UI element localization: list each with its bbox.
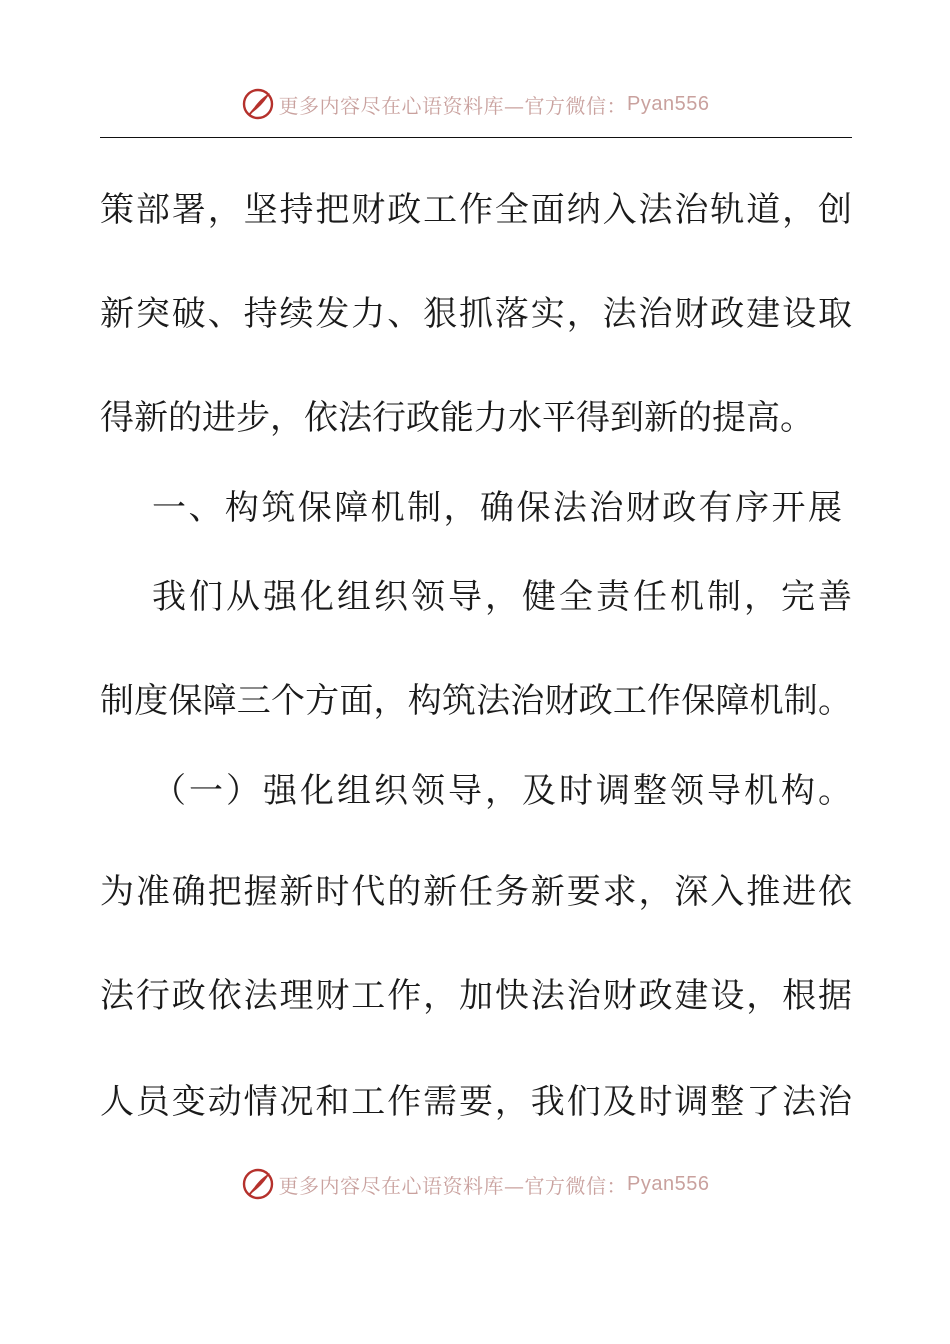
footer-watermark-banner	[0, 1164, 950, 1204]
header-watermark-text: 更多内容尽在心语资料库—官方微信：	[278, 93, 628, 118]
section-heading: 一、构筑保障机制，确保法治财政有序开展	[152, 488, 842, 528]
body-line-10: 人员变动情况和工作需要，我们及时调整了法治	[100, 1082, 852, 1122]
footer-wechat-id: Pyan556	[627, 1172, 710, 1195]
feather-quill-logo-icon	[241, 1167, 275, 1201]
body-line-3: 得新的进步，依法行政能力水平得到新的提高。	[100, 398, 814, 438]
body-line-6: 制度保障三个方面，构筑法治财政工作保障机制。	[100, 681, 852, 721]
subsection-heading: （一）强化组织领导，及时调整领导机构。	[152, 771, 852, 811]
header-divider	[100, 137, 852, 138]
header-wechat-id: Pyan556	[627, 92, 710, 115]
header-watermark-banner	[0, 84, 950, 124]
footer-watermark-text: 更多内容尽在心语资料库—官方微信：	[278, 1173, 628, 1198]
body-line-9: 法行政依法理财工作，加快法治财政建设，根据	[100, 976, 852, 1016]
body-line-2: 新突破、持续发力、狠抓落实，法治财政建设取	[100, 294, 852, 334]
body-line-1: 策部署，坚持把财政工作全面纳入法治轨道，创	[100, 190, 852, 230]
body-line-5: 我们从强化组织领导，健全责任机制，完善	[152, 577, 852, 617]
body-line-8: 为准确把握新时代的新任务新要求，深入推进依	[100, 872, 852, 912]
feather-quill-logo-icon	[241, 87, 275, 121]
